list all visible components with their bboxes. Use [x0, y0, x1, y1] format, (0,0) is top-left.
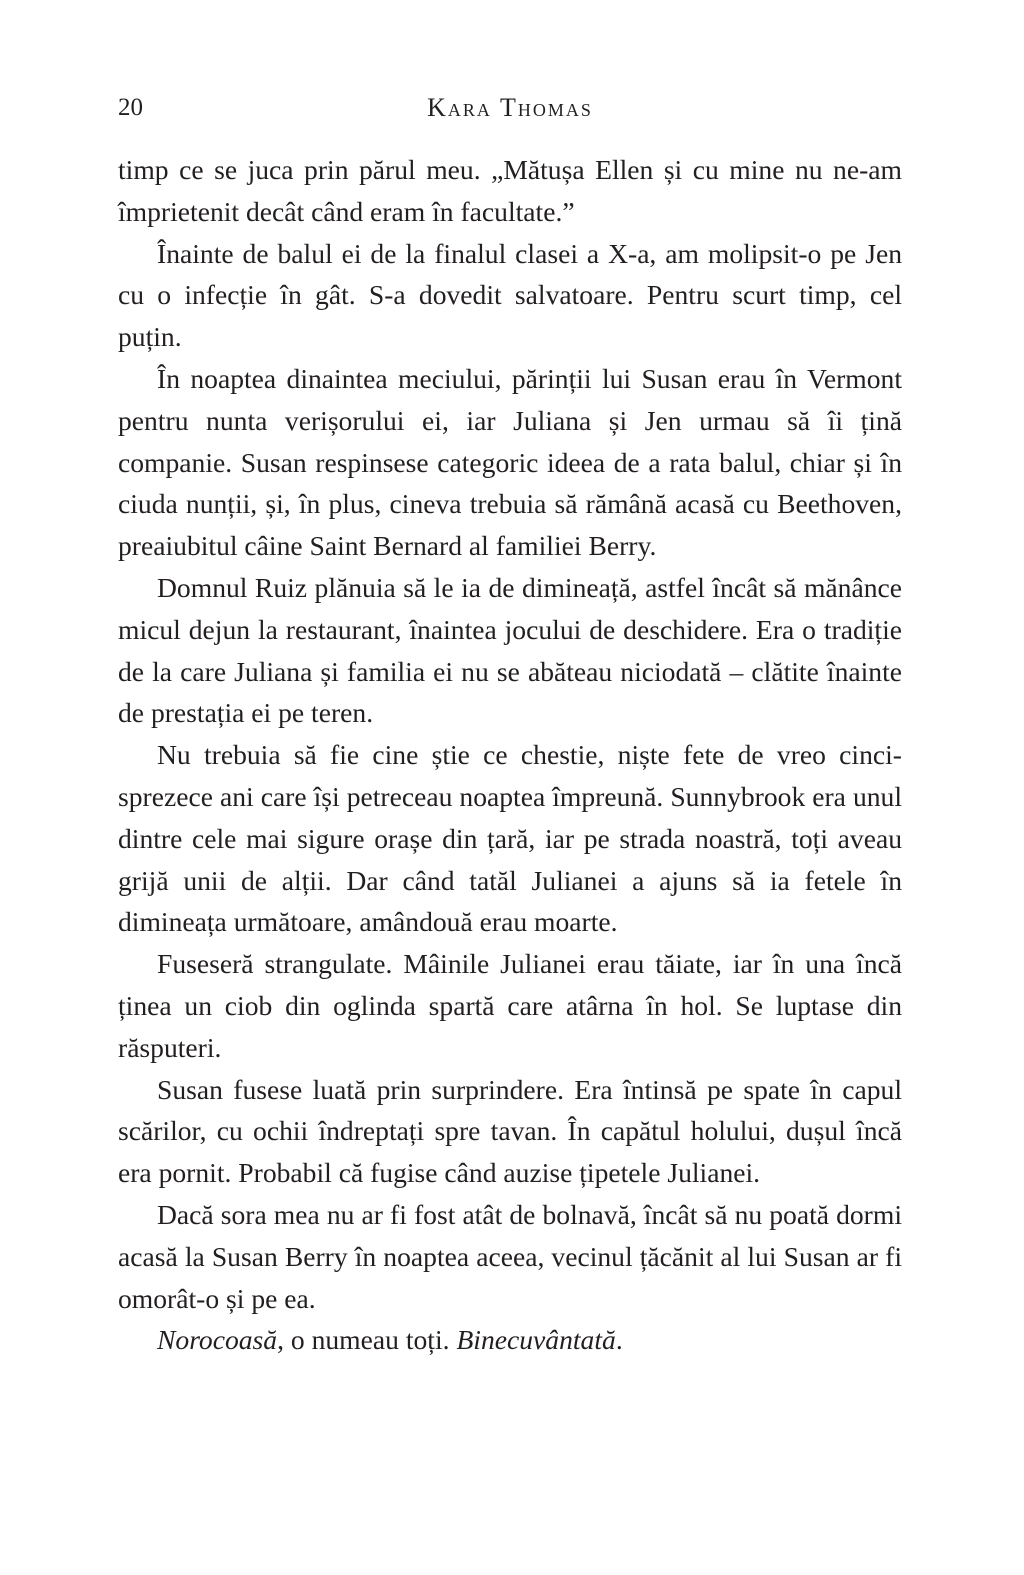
final-line-middle: , o numeau toți.	[277, 1324, 457, 1356]
paragraph: Dacă sora mea nu ar fi fost atât de bolnavă, încât să nu poată dormi acasă la Susan Berry în noaptea aceea, vecinul țăcănit al lui Susan ar fi omorât-o și pe ea.	[118, 1198, 902, 1314]
running-title: Kara Thomas	[427, 93, 593, 122]
paragraph: Domnul Ruiz plănuia să le ia de dimineață, astfel încât să mănânce micul dejun la restaurant, înaintea jocului de deschidere. Era o tradiție de la care Juliana și familia ei nu se abăteau niciodată – clătite înainte de prestația ei pe teren.	[118, 571, 902, 729]
final-paragraph	[118, 1319, 902, 1361]
italic-word-norocoasa: Norocoasă	[157, 1324, 278, 1356]
paragraph: timp ce se juca prin părul meu. „Mătușa Ellen și cu mine nu ne-am împrietenit decât când eram în facultate.”	[118, 154, 902, 227]
paragraph: Înainte de balul ei de la finalul clasei a X-a, am molipsit-o pe Jen cu o infecție în gât. S-a dovedit salvatoare. Pentru scurt timp, cel puțin.	[118, 237, 902, 353]
book-page	[118, 0, 902, 1575]
final-line-end: .	[615, 1324, 623, 1356]
paragraph: În noaptea dinaintea meciului, părinții lui Susan erau în Vermont pentru nunta verișorului ei, iar Juliana și Jen urmau să îi țină companie. Susan respinsese categoric ideea de a rata balul, chiar și în ciuda nunții, și, în plus, cineva trebuia să rămână acasă cu Beethoven, preaiubitul câine Saint Bernard al familiei Berry.	[118, 362, 902, 562]
running-head	[118, 88, 902, 128]
paragraph: Nu trebuia să fie cine știe ce chestie, niște fete de vreo cincisprezece ani care își petreceau noaptea împreună. Sunnybrook era unul dintre cele mai sigure orașe din țară, iar pe strada noastră, toți aveau grijă unii de alții. Dar când tatăl Julianei a ajuns să ia fetele în dimineața următoare, amândouă erau moarte.	[118, 739, 902, 938]
paragraph: Susan fusese luată prin surprindere. Era întinsă pe spate în capul scărilor, cu ochii îndreptați spre tavan. În capătul holului, dușul încă era pornit. Probabil că fugise când auzise țipetele Julianei.	[118, 1073, 902, 1189]
page-number: 20	[118, 94, 143, 121]
paragraph: Fuseseră strangulate. Mâinile Julianei erau tăiate, iar în una încă ținea un ciob din oglinda spartă care atârna în hol. Se luptase din răsputeri.	[118, 948, 902, 1063]
italic-word-binecuvantata: Binecuvântată	[456, 1324, 616, 1356]
body-text	[118, 149, 902, 1361]
